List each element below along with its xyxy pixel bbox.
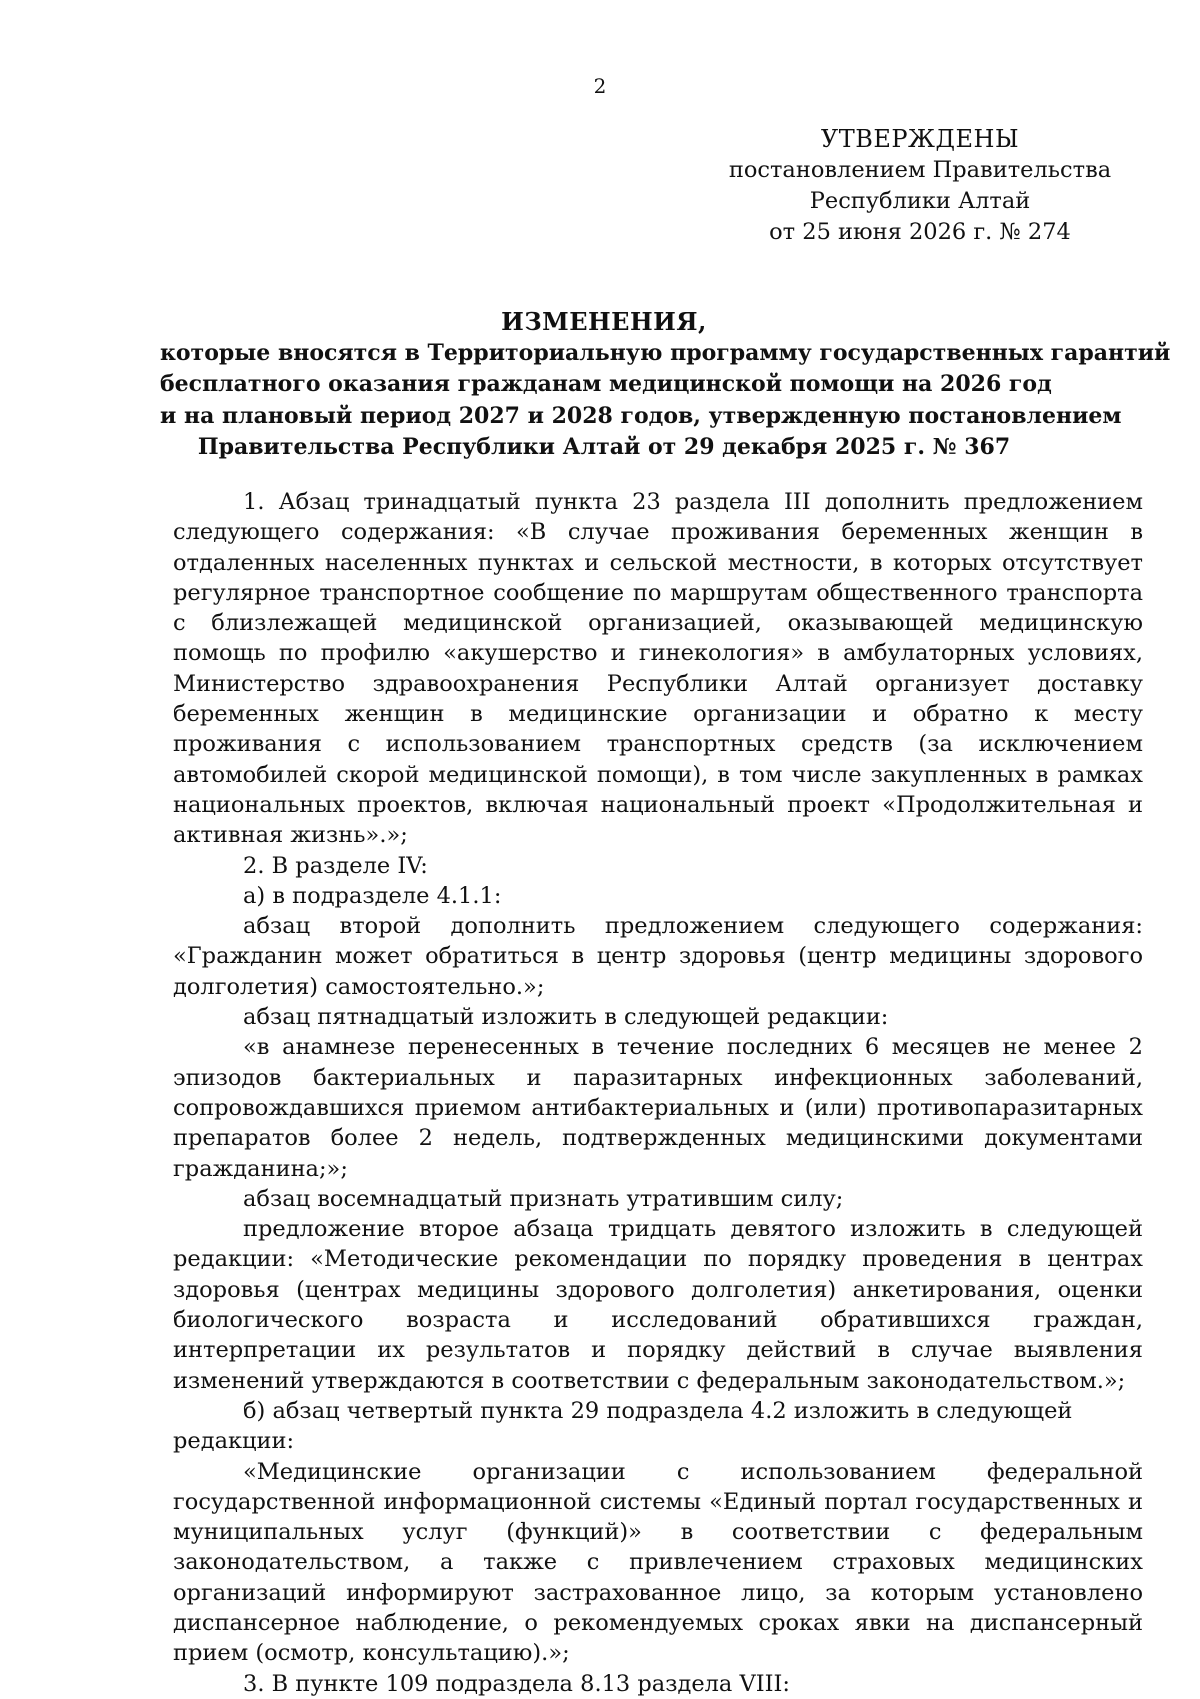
heading-line: и на плановый период 2027 и 2028 годов, утвержденную постановлением bbox=[160, 402, 1122, 429]
document-body bbox=[173, 487, 1143, 1699]
approval-line: Республики Алтай bbox=[809, 188, 1031, 214]
body-paragraph: абзац восемнадцатый признать утратившим силу; bbox=[243, 1185, 844, 1212]
approval-line: от 25 июня 2026 г. № 274 bbox=[769, 219, 1071, 245]
heading-line: бесплатного оказания гражданам медицинской помощи на 2026 год bbox=[160, 371, 1052, 397]
body-paragraph: абзац пятнадцатый изложить в следующей редакции: bbox=[243, 1004, 889, 1031]
body-paragraph: «в анамнезе перенесенных в течение последних 6 месяцев не менее 2 эпизодов бактериальных и паразитарных инфекционных заболеваний, сопровождавшихся приемом антибактериальных и (или) противопаразитарных препаратов более 2 недель, подтвержденных медицинскими документами гражданина;»; bbox=[173, 1034, 1143, 1182]
body-paragraph: а) в подразделе 4.1.1: bbox=[243, 882, 502, 909]
approval-stamp bbox=[720, 124, 1120, 248]
body-paragraph: 3. В пункте 109 подраздела 8.13 раздела VIII: bbox=[243, 1670, 790, 1697]
heading-title: ИЗМЕНЕНИЯ, bbox=[501, 307, 707, 336]
page-number: 2 bbox=[593, 74, 607, 98]
body-paragraph: «Медицинские организации с использованием федеральной государственной информационной системы «Единый портал государственных и муниципальных услуг (функций)» в соответствии с федеральным законодательством, а также с привлечением страховых медицинских организаций информируют застрахованное лицо, за которым установлено диспансерное наблюдение, о рекомендуемых сроках явки на диспансерный прием (осмотр, консультацию).»; bbox=[173, 1458, 1143, 1667]
approval-title: УТВЕРЖДЕНЫ bbox=[820, 125, 1020, 153]
document-heading bbox=[160, 306, 1171, 464]
body-paragraph: предложение второе абзаца тридцать девятого изложить в следующей редакции: «Методические рекомендации по порядку проведения в центрах здоровья (центрах медицины здорового долголетия) анкетирования, оценки биологического возраста и исследований обратившихся граждан, интерпретации их результатов и порядку действий в случае выявления изменений утверждаются в соответствии с федеральным законодательством.»; bbox=[173, 1216, 1143, 1394]
body-paragraph: 1. Абзац тринадцатый пункта 23 раздела III дополнить предложением следующего содержания: «В случае проживания беременных женщин в отдаленных населенных пунктах и сельской местности, в которых отсутствует регулярное транспортное сообщение по маршрутам общественного транспорта с близлежащей медицинской организацией, оказывающей медицинскую помощь по профилю «акушерство и гинекология» в амбулаторных условиях, Министерство здравоохранения Республики Алтай организует доставку беременных женщин в медицинские организации и обратно к месту проживания с использованием транспортных средств (за исключением автомобилей скорой медицинской помощи), в том числе закупленных в рамках национальных проектов, включая национальный проект «Продолжительная и активная жизнь».»; bbox=[173, 489, 1143, 849]
heading-line: Правительства Республики Алтай от 29 декабря 2025 г. № 367 bbox=[197, 434, 1011, 460]
approval-line: постановлением Правительства bbox=[728, 157, 1112, 183]
body-paragraph: б) абзац четвертый пункта 29 подраздела 4.2 изложить в следующей редакции: bbox=[173, 1397, 1073, 1455]
heading-line: которые вносятся в Территориальную программу государственных гарантий bbox=[160, 339, 1171, 366]
body-paragraph: абзац второй дополнить предложением следующего содержания: «Гражданин может обратиться в центр здоровья (центр медицины здорового долголетия) самостоятельно.»; bbox=[173, 913, 1143, 1000]
body-paragraph: 2. В разделе IV: bbox=[243, 852, 428, 879]
